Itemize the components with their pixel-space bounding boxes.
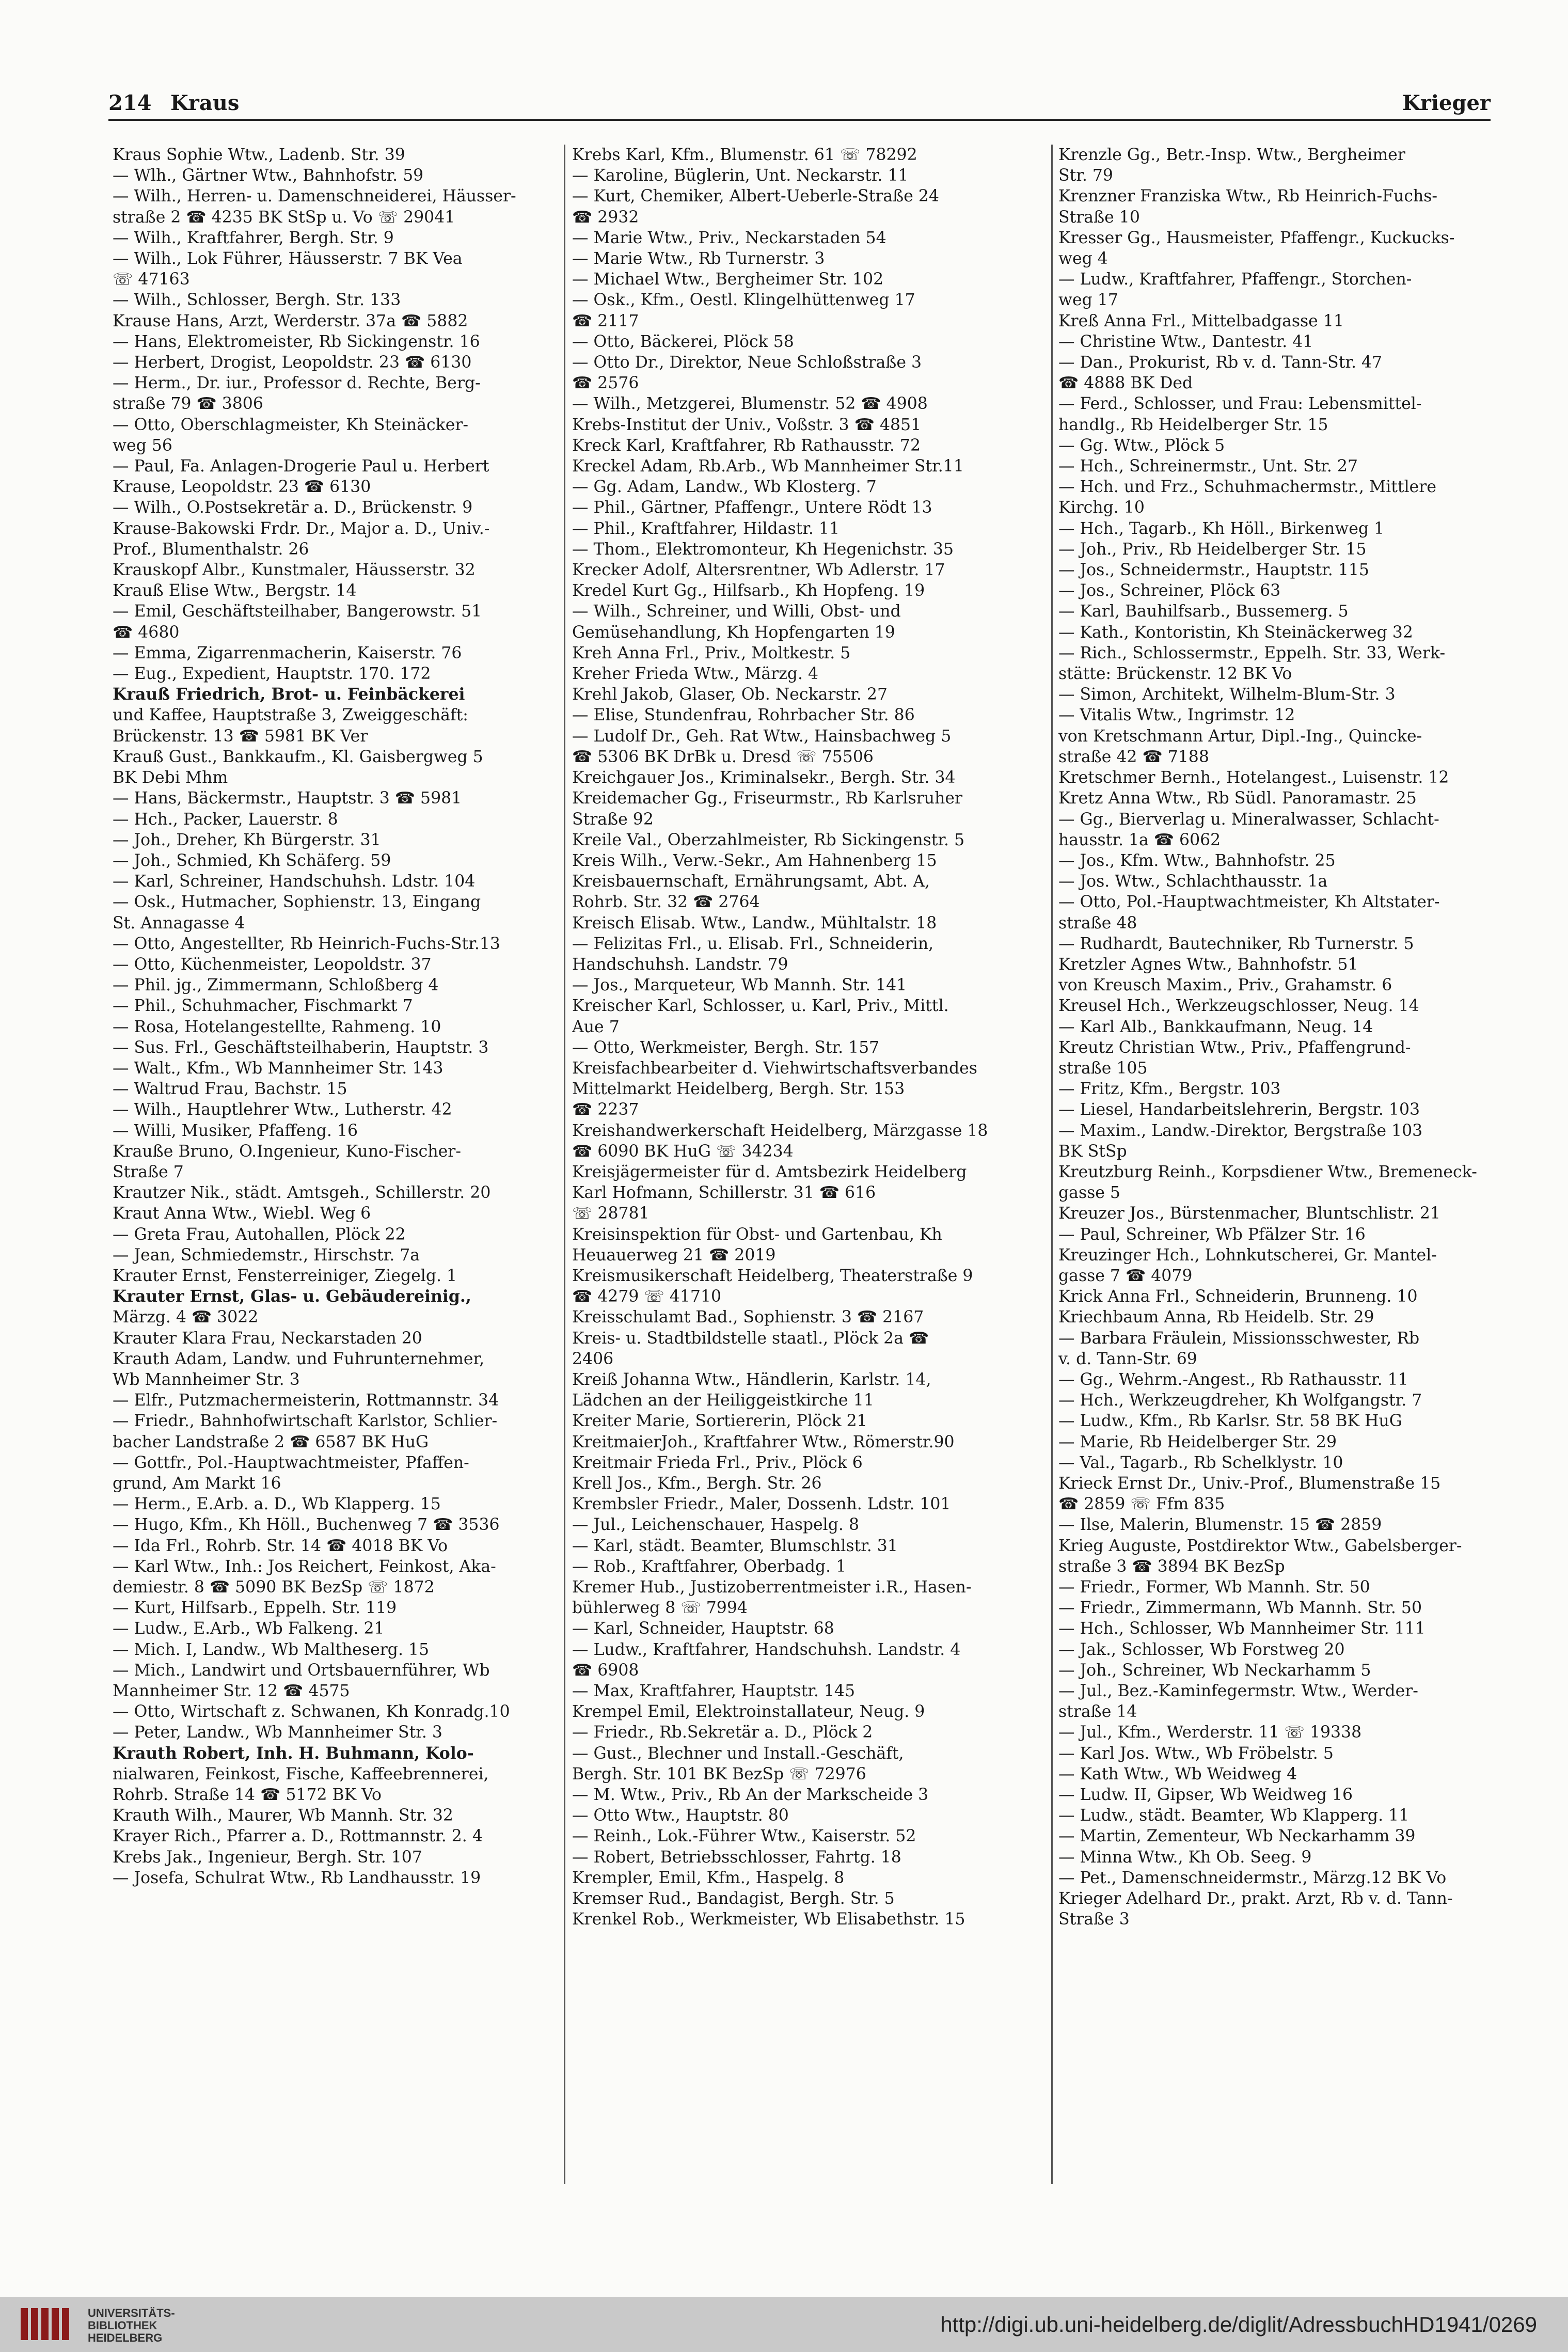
- directory-entry: — Otto Dr., Direktor, Neue Schloßstraße 3: [572, 353, 922, 372]
- directory-entry: St. Annagasse 4: [113, 913, 245, 933]
- directory-entry: — Gottfr., Pol.-Hauptwachtmeister, Pfaffen-: [113, 1453, 469, 1472]
- directory-entry: — Walt., Kfm., Wb Mannheimer Str. 143: [113, 1059, 444, 1078]
- directory-entry: Prof., Blumenthalstr. 26: [113, 540, 309, 559]
- directory-entry: Kremer Hub., Justizoberrentmeister i.R., Hasen-: [572, 1578, 972, 1597]
- directory-entry: — Greta Frau, Autohallen, Plöck 22: [113, 1225, 406, 1244]
- library-name: [88, 2307, 175, 2344]
- directory-entry: ☎ 4888 BK Ded: [1058, 374, 1193, 393]
- directory-entry: — Jos., Schreiner, Plöck 63: [1058, 581, 1281, 601]
- directory-entry: Kreichgauer Jos., Kriminalsekr., Bergh. Str. 34: [572, 768, 956, 787]
- directory-entry: — Martin, Zementeur, Wb Neckarhamm 39: [1058, 1827, 1416, 1846]
- directory-entry: — Kath Wtw., Wb Weidweg 4: [1058, 1764, 1297, 1783]
- directory-entry: — Jos., Marqueteur, Wb Mannh. Str. 141: [572, 976, 907, 995]
- directory-entry: Aue 7: [572, 1017, 620, 1036]
- directory-entry: — Pet., Damenschneidermstr., Märzg.12 BK Vo: [1058, 1868, 1447, 1887]
- directory-entry: — Wilh., Schreiner, und Willi, Obst- und: [572, 602, 901, 621]
- directory-entry: ☏ 47163: [113, 270, 190, 289]
- directory-entry: — Wlh., Gärtner Wtw., Bahnhofstr. 59: [113, 166, 424, 185]
- directory-entry: — Ferd., Schlosser, und Frau: Lebensmittel-: [1058, 394, 1422, 414]
- directory-entry: — Max, Kraftfahrer, Hauptstr. 145: [572, 1682, 856, 1701]
- directory-entry: Lädchen an der Heiliggeistkirche 11: [572, 1391, 874, 1410]
- directory-entry: — Jul., Bez.-Kaminfegermstr. Wtw., Werder-: [1058, 1682, 1418, 1701]
- directory-entry: — Phil., Schuhmacher, Fischmarkt 7: [113, 997, 413, 1016]
- directory-entry: — Jos., Schneidermstr., Hauptstr. 115: [1058, 561, 1369, 580]
- directory-entry: — Herm., Dr. iur., Professor d. Rechte, Berg-: [113, 374, 481, 393]
- directory-entry: — Herm., E.Arb. a. D., Wb Klapperg. 15: [113, 1495, 441, 1514]
- directory-entry: — Jul., Leichenschauer, Haspelg. 8: [572, 1516, 859, 1535]
- directory-entry: — Dan., Prokurist, Rb v. d. Tann-Str. 47: [1058, 353, 1383, 372]
- directory-entry: — Hch., Tagarb., Kh Höll., Birkenweg 1: [1058, 519, 1385, 538]
- directory-entry: — Val., Tagarb., Rb Schelklystr. 10: [1058, 1453, 1343, 1472]
- directory-entry: straße 3 ☎ 3894 BK BezSp: [1058, 1557, 1285, 1576]
- directory-entry: Straße 3: [1058, 1910, 1130, 1929]
- directory-entry: — Fritz, Kfm., Bergstr. 103: [1058, 1080, 1281, 1099]
- directory-entry: — Joh., Dreher, Kh Bürgerstr. 31: [113, 830, 381, 849]
- page-header: [108, 88, 1491, 121]
- directory-entry: — Ludw., Kfm., Rb Karlsr. Str. 58 BK HuG: [1058, 1412, 1402, 1431]
- header-right-keyword: Krieger: [1402, 91, 1491, 115]
- directory-entry: — Gust., Blechner und Install.-Geschäft,: [572, 1744, 904, 1763]
- directory-entry: — Gg. Wtw., Plöck 5: [1058, 436, 1225, 455]
- directory-entry: — Marie Wtw., Rb Turnerstr. 3: [572, 249, 825, 269]
- directory-entry: Krenkel Rob., Werkmeister, Wb Elisabethstr. 15: [572, 1910, 965, 1929]
- directory-entry: — Gg., Wehrm.-Angest., Rb Rathausstr. 11: [1058, 1370, 1408, 1389]
- directory-entry: BK StSp: [1058, 1142, 1127, 1161]
- directory-entry: Krauth Wilh., Maurer, Wb Mannh. Str. 32: [113, 1806, 453, 1825]
- directory-entry: — Herbert, Drogist, Leopoldstr. 23 ☎ 6130: [113, 353, 472, 372]
- directory-entry: Kretschmer Bernh., Hotelangest., Luisenstr. 12: [1058, 768, 1449, 787]
- directory-entry: — Otto, Angestellter, Rb Heinrich-Fuchs-Str.13: [113, 934, 500, 953]
- directory-entry: — Hugo, Kfm., Kh Höll., Buchenweg 7 ☎ 3536: [113, 1516, 500, 1535]
- directory-entry: Krauß Friedrich, Brot- u. Feinbäckerei: [113, 685, 465, 704]
- directory-entry: Kreisschulamt Bad., Sophienstr. 3 ☎ 2167: [572, 1308, 924, 1327]
- directory-entry: — Hans, Bäckermstr., Hauptstr. 3 ☎ 5981: [113, 789, 462, 808]
- directory-entry: — Rosa, Hotelangestellte, Rahmeng. 10: [113, 1017, 441, 1036]
- directory-entry: Kreishandwerkerschaft Heidelberg, Märzgasse 18: [572, 1121, 988, 1140]
- directory-entry: Karl Hofmann, Schillerstr. 31 ☎ 616: [572, 1183, 876, 1203]
- directory-entry: Kreck Karl, Kraftfahrer, Rb Rathausstr. 72: [572, 436, 921, 455]
- directory-entry: — Karl, Bauhilfsarb., Bussemerg. 5: [1058, 602, 1349, 621]
- library-name-line: UNIVERSITÄTS-: [88, 2307, 175, 2319]
- directory-entry: Gemüsehandlung, Kh Hopfengarten 19: [572, 623, 895, 642]
- directory-entry: — M. Wtw., Priv., Rb An der Markscheide 3: [572, 1786, 929, 1805]
- directory-entry: — Friedr., Bahnhofwirtschaft Karlstor, Schlier-: [113, 1412, 498, 1431]
- directory-entry: gasse 7 ☎ 4079: [1058, 1266, 1193, 1285]
- directory-entry: Krieck Ernst Dr., Univ.-Prof., Blumenstraße 15: [1058, 1474, 1441, 1493]
- library-name-line: BIBLIOTHEK: [88, 2319, 157, 2332]
- directory-entry: — Joh., Schreiner, Wb Neckarhamm 5: [1058, 1661, 1371, 1680]
- directory-entry: ☏ 28781: [572, 1204, 650, 1223]
- directory-entry: Kreischer Karl, Schlosser, u. Karl, Priv., Mittl.: [572, 997, 949, 1016]
- directory-entry: — Karl Alb., Bankkaufmann, Neug. 14: [1058, 1017, 1373, 1036]
- directory-entry: ☎ 2859 ☏ Ffm 835: [1058, 1495, 1225, 1514]
- directory-entry: — Thom., Elektromonteur, Kh Hegenichstr. 35: [572, 540, 954, 559]
- directory-entry: — Eug., Expedient, Hauptstr. 170. 172: [113, 665, 431, 684]
- directory-entry: — Rudhardt, Bautechniker, Rb Turnerstr. 5: [1058, 934, 1414, 953]
- directory-entry: — Jos. Wtw., Schlachthausstr. 1a: [1058, 872, 1328, 891]
- directory-entry: — Karoline, Büglerin, Unt. Neckarstr. 11: [572, 166, 909, 185]
- directory-entry: Krieg Auguste, Postdirektor Wtw., Gabelsberger-: [1058, 1536, 1462, 1555]
- library-name-line: HEIDELBERG: [88, 2331, 163, 2344]
- directory-entry: — Otto, Bäckerei, Plöck 58: [572, 332, 794, 351]
- directory-entry: — Wilh., Metzgerei, Blumenstr. 52 ☎ 4908: [572, 394, 928, 414]
- directory-entry: — Joh., Schmied, Kh Schäferg. 59: [113, 851, 391, 870]
- directory-entry: — Otto, Wirtschaft z. Schwanen, Kh Konradg.10: [113, 1702, 510, 1722]
- directory-entry: Kreis Wilh., Verw.-Sekr., Am Hahnenberg 15: [572, 851, 937, 870]
- directory-entry: ☎ 4680: [113, 623, 180, 642]
- directory-entry: nialwaren, Feinkost, Fische, Kaffeebrennerei,: [113, 1764, 489, 1783]
- directory-entry: — Mich. I, Landw., Wb Maltheserg. 15: [113, 1640, 430, 1659]
- directory-entry: v. d. Tann-Str. 69: [1058, 1349, 1197, 1368]
- directory-entry: — Marie, Rb Heidelberger Str. 29: [1058, 1432, 1337, 1451]
- directory-entry: straße 79 ☎ 3806: [113, 394, 263, 414]
- directory-entry: — Otto, Pol.-Hauptwachtmeister, Kh Altstater-: [1058, 893, 1440, 912]
- directory-entry: — Osk., Kfm., Oestl. Klingelhüttenweg 17: [572, 291, 915, 310]
- directory-entry: — Joh., Priv., Rb Heidelberger Str. 15: [1058, 540, 1367, 559]
- university-logo-icon: [15, 2303, 72, 2345]
- directory-entry: Krick Anna Frl., Schneiderin, Brunneng. 10: [1058, 1287, 1418, 1306]
- directory-entry: — Gg., Bierverlag u. Mineralwasser, Schlacht-: [1058, 810, 1439, 829]
- directory-entry: Krebs-Institut der Univ., Voßstr. 3 ☎ 4851: [572, 415, 922, 434]
- column-3: [1058, 145, 1508, 2184]
- directory-entry: Brückenstr. 13 ☎ 5981 BK Ver: [113, 727, 368, 746]
- directory-entry: ☎ 5306 BK DrBk u. Dresd ☏ 75506: [572, 747, 874, 766]
- directory-entry: — Emma, Zigarrenmacherin, Kaiserstr. 76: [113, 643, 462, 662]
- directory-entry: Kreiß Johanna Wtw., Händlerin, Karlstr. 14,: [572, 1370, 931, 1389]
- directory-entry: — Christine Wtw., Dantestr. 41: [1058, 332, 1313, 351]
- column-1: [113, 145, 557, 2184]
- directory-entry: — Karl Wtw., Inh.: Jos Reichert, Feinkost, Aka-: [113, 1557, 496, 1576]
- directory-entry: hausstr. 1a ☎ 6062: [1058, 830, 1221, 849]
- directory-entry: — Rob., Kraftfahrer, Oberbadg. 1: [572, 1557, 847, 1576]
- directory-entry: — Ludw., E.Arb., Wb Falkeng. 21: [113, 1619, 385, 1638]
- directory-entry: — Friedr., Zimmermann, Wb Mannh. Str. 50: [1058, 1599, 1422, 1618]
- directory-entry: — Felizitas Frl., u. Elisab. Frl., Schneiderin,: [572, 934, 934, 953]
- directory-entry: Krell Jos., Kfm., Bergh. Str. 26: [572, 1474, 822, 1493]
- directory-entry: ☎ 4279 ☏ 41710: [572, 1287, 722, 1306]
- directory-entry: Kreutzburg Reinh., Korpsdiener Wtw., Bremeneck-: [1058, 1162, 1477, 1181]
- directory-entry: Kremser Rud., Bandagist, Bergh. Str. 5: [572, 1889, 895, 1908]
- directory-entry: — Gg. Adam, Landw., Wb Klosterg. 7: [572, 478, 877, 497]
- directory-entry: Kraut Anna Wtw., Wiebl. Weg 6: [113, 1204, 371, 1223]
- directory-entry: demiestr. 8 ☎ 5090 BK BezSp ☏ 1872: [113, 1578, 435, 1597]
- directory-entry: Kreher Frieda Wtw., Märzg. 4: [572, 665, 819, 684]
- directory-entry: Straße 7: [113, 1162, 184, 1181]
- directory-entry: Krayer Rich., Pfarrer a. D., Rottmannstr. 2. 4: [113, 1827, 483, 1846]
- directory-entry: Krause Hans, Arzt, Werderstr. 37a ☎ 5882: [113, 311, 468, 330]
- directory-entry: — Karl Jos. Wtw., Wb Fröbelstr. 5: [1058, 1744, 1334, 1763]
- page-number: 214: [108, 91, 152, 115]
- directory-entry: Kreis- u. Stadtbildstelle staatl., Plöck 2a ☎: [572, 1329, 929, 1348]
- directory-entry: — Liesel, Handarbeitslehrerin, Bergstr. 103: [1058, 1100, 1420, 1119]
- directory-entry: — Friedr., Former, Wb Mannh. Str. 50: [1058, 1578, 1370, 1597]
- directory-entry: Kriechbaum Anna, Rb Heidelb. Str. 29: [1058, 1308, 1374, 1327]
- directory-entry: Kreisjägermeister für d. Amtsbezirk Heidelberg: [572, 1162, 967, 1181]
- directory-entry: — Ida Frl., Rohrb. Str. 14 ☎ 4018 BK Vo: [113, 1536, 448, 1555]
- directory-entry: grund, Am Markt 16: [113, 1474, 281, 1493]
- directory-entry: handlg., Rb Heidelberger Str. 15: [1058, 415, 1328, 434]
- directory-entry: Krauß Gust., Bankkaufm., Kl. Gaisbergweg 5: [113, 747, 483, 766]
- directory-entry: Rohrb. Str. 32 ☎ 2764: [572, 893, 760, 912]
- directory-entry: — Josefa, Schulrat Wtw., Rb Landhausstr. 19: [113, 1868, 481, 1887]
- directory-entry: ☎ 2117: [572, 311, 639, 330]
- directory-entry: — Minna Wtw., Kh Ob. Seeg. 9: [1058, 1848, 1312, 1867]
- directory-entry: Kreitmair Frieda Frl., Priv., Plöck 6: [572, 1453, 863, 1472]
- directory-entry: — Phil., Kraftfahrer, Hildastr. 11: [572, 519, 840, 538]
- directory-entry: 2406: [572, 1349, 614, 1368]
- directory-entry: — Waltrud Frau, Bachstr. 15: [113, 1080, 347, 1099]
- directory-entry: — Ludolf Dr., Geh. Rat Wtw., Hainsbachweg 5: [572, 727, 952, 746]
- directory-entry: — Emil, Geschäftsteilhaber, Bangerowstr. 51: [113, 602, 482, 621]
- directory-entry: — Hch., Werkzeugdreher, Kh Wolfgangstr. 7: [1058, 1391, 1422, 1410]
- directory-entry: — Willi, Musiker, Pfaffeng. 16: [113, 1121, 358, 1140]
- directory-entry: — Jos., Kfm. Wtw., Bahnhofstr. 25: [1058, 851, 1336, 870]
- directory-entry: Kraus Sophie Wtw., Ladenb. Str. 39: [113, 146, 405, 164]
- directory-entry: — Karl, städt. Beamter, Blumschlstr. 31: [572, 1536, 898, 1555]
- directory-entry: Kreisinspektion für Obst- und Gartenbau, Kh: [572, 1225, 942, 1244]
- directory-entry: — Osk., Hutmacher, Sophienstr. 13, Eingang: [113, 893, 481, 912]
- directory-entry: Kreidemacher Gg., Friseurmstr., Rb Karlsruher: [572, 789, 963, 808]
- directory-entry: — Hch., Schlosser, Wb Mannheimer Str. 111: [1058, 1619, 1426, 1638]
- directory-entry: — Simon, Architekt, Wilhelm-Blum-Str. 3: [1058, 685, 1396, 704]
- directory-entry: Krebs Karl, Kfm., Blumenstr. 61 ☏ 78292: [572, 146, 917, 164]
- directory-entry: Kreutz Christian Wtw., Priv., Pfaffengrund-: [1058, 1038, 1411, 1057]
- directory-entry: ☎ 2932: [572, 208, 639, 227]
- directory-entry: straße 42 ☎ 7188: [1058, 747, 1209, 766]
- directory-entry: — Barbara Fräulein, Missionsschwester, Rb: [1058, 1329, 1420, 1348]
- directory-entry: — Friedr., Rb.Sekretär a. D., Plöck 2: [572, 1723, 873, 1742]
- directory-entry: — Wilh., Lok Führer, Häusserstr. 7 BK Vea: [113, 249, 463, 269]
- directory-entry: Krempler, Emil, Kfm., Haspelg. 8: [572, 1868, 845, 1887]
- directory-entry: — Elfr., Putzmachermeisterin, Rottmannstr. 34: [113, 1391, 499, 1410]
- directory-entry: Kreh Anna Frl., Priv., Moltkestr. 5: [572, 643, 851, 662]
- directory-entry: bacher Landstraße 2 ☎ 6587 BK HuG: [113, 1432, 429, 1451]
- column-divider: [1051, 145, 1053, 2184]
- directory-entry: Krauß Elise Wtw., Bergstr. 14: [113, 581, 357, 601]
- directory-entry: Straße 10: [1058, 208, 1140, 227]
- directory-entry: Krauter Ernst, Fensterreiniger, Ziegelg. 1: [113, 1266, 457, 1285]
- directory-entry: Krauth Robert, Inh. H. Buhmann, Kolo-: [113, 1743, 474, 1763]
- directory-entry: — Kath., Kontoristin, Kh Steinäckerweg 32: [1058, 623, 1413, 642]
- directory-entry: Kreiter Marie, Sortiererin, Plöck 21: [572, 1412, 867, 1431]
- directory-entry: Krauße Bruno, O.Ingenieur, Kuno-Fischer-: [113, 1142, 461, 1161]
- directory-entry: Kreuzinger Hch., Lohnkutscherei, Gr. Mantel-: [1058, 1245, 1437, 1265]
- directory-entry: — Otto, Küchenmeister, Leopoldstr. 37: [113, 955, 432, 974]
- directory-entry: Str. 79: [1058, 166, 1113, 185]
- directory-entry: Heuauerweg 21 ☎ 2019: [572, 1245, 776, 1265]
- directory-entry: — Wilh., Kraftfahrer, Bergh. Str. 9: [113, 228, 394, 247]
- directory-entry: — Michael Wtw., Bergheimer Str. 102: [572, 270, 884, 289]
- directory-entry: — Ludw. II, Gipser, Wb Weidweg 16: [1058, 1786, 1353, 1805]
- directory-entry: Krauth Adam, Landw. und Fuhrunternehmer,: [113, 1349, 485, 1368]
- directory-entry: Krenzner Franziska Wtw., Rb Heinrich-Fuchs-: [1058, 187, 1438, 206]
- directory-entry: — Kurt, Chemiker, Albert-Ueberle-Straße 24: [572, 187, 939, 206]
- directory-entry: — Ilse, Malerin, Blumenstr. 15 ☎ 2859: [1058, 1516, 1382, 1535]
- column-2: [572, 145, 1047, 2184]
- directory-entry: — Jul., Kfm., Werderstr. 11 ☏ 19338: [1058, 1723, 1362, 1742]
- directory-entry: weg 56: [113, 436, 172, 455]
- directory-entry: Bergh. Str. 101 BK BezSp ☏ 72976: [572, 1764, 866, 1783]
- directory-entry: weg 4: [1058, 249, 1108, 269]
- directory-entry: — Wilh., O.Postsekretär a. D., Brückenstr. 9: [113, 498, 473, 517]
- directory-entry: — Karl, Schneider, Hauptstr. 68: [572, 1619, 834, 1638]
- directory-entry: und Kaffee, Hauptstraße 3, Zweiggeschäft:: [113, 706, 468, 725]
- directory-entry: Kreß Anna Frl., Mittelbadgasse 11: [1058, 311, 1344, 330]
- directory-entry: Krauter Klara Frau, Neckarstaden 20: [113, 1329, 422, 1348]
- directory-entry: KreitmaierJoh., Kraftfahrer Wtw., Römerstr.90: [572, 1432, 955, 1451]
- directory-entry: Krehl Jakob, Glaser, Ob. Neckarstr. 27: [572, 685, 888, 704]
- directory-entry: Krebs Jak., Ingenieur, Bergh. Str. 107: [113, 1848, 422, 1867]
- directory-entry: Kirchg. 10: [1058, 498, 1145, 517]
- directory-entry: straße 2 ☎ 4235 BK StSp u. Vo ☏ 29041: [113, 208, 455, 227]
- directory-entry: Märzg. 4 ☎ 3022: [113, 1308, 259, 1327]
- directory-entry: — Phil., Gärtner, Pfaffengr., Untere Rödt 13: [572, 498, 932, 517]
- directory-entry: Krause-Bakowski Frdr. Dr., Major a. D., Univ.-: [113, 519, 490, 538]
- directory-entry: — Jean, Schmiedemstr., Hirschstr. 7a: [113, 1245, 420, 1265]
- directory-entry: straße 48: [1058, 913, 1137, 933]
- directory-entry: — Paul, Fa. Anlagen-Drogerie Paul u. Herbert: [113, 457, 489, 476]
- directory-entry: — Sus. Frl., Geschäftsteilhaberin, Hauptstr. 3: [113, 1038, 489, 1057]
- directory-entry: gasse 5: [1058, 1183, 1120, 1203]
- directory-entry: — Otto Wtw., Hauptstr. 80: [572, 1806, 789, 1825]
- viewer-footer: [0, 2297, 1568, 2352]
- directory-entry: — Kurt, Hilfsarb., Eppelh. Str. 119: [113, 1599, 397, 1618]
- directory-entry: BK Debi Mhm: [113, 768, 228, 787]
- directory-entry: — Elise, Stundenfrau, Rohrbacher Str. 86: [572, 706, 915, 725]
- directory-entry: — Otto, Werkmeister, Bergh. Str. 157: [572, 1038, 880, 1057]
- directory-entry: Kreckel Adam, Rb.Arb., Wb Mannheimer Str.11: [572, 457, 964, 476]
- directory-entry: — Ludw., Kraftfahrer, Handschuhsh. Landstr. 4: [572, 1640, 961, 1659]
- directory-entry: ☎ 6090 BK HuG ☏ 34234: [572, 1142, 794, 1161]
- directory-entry: weg 17: [1058, 291, 1118, 310]
- directory-entry: Kresser Gg., Hausmeister, Pfaffengr., Kuckucks-: [1058, 228, 1455, 247]
- directory-entry: — Wilh., Schlosser, Bergh. Str. 133: [113, 291, 401, 310]
- directory-entry: Kreile Val., Oberzahlmeister, Rb Sickingenstr. 5: [572, 830, 965, 849]
- directory-entry: Rohrb. Straße 14 ☎ 5172 BK Vo: [113, 1786, 382, 1805]
- directory-entry: — Reinh., Lok.-Führer Wtw., Kaiserstr. 52: [572, 1827, 916, 1846]
- directory-entry: — Robert, Betriebsschlosser, Fahrtg. 18: [572, 1848, 901, 1867]
- directory-entry: — Wilh., Herren- u. Damenschneiderei, Häusser-: [113, 187, 516, 206]
- directory-entry: Krenzle Gg., Betr.-Insp. Wtw., Bergheimer: [1058, 146, 1405, 164]
- directory-entry: Kreisbauernschaft, Ernährungsamt, Abt. A,: [572, 872, 930, 891]
- directory-entry: — Otto, Oberschlagmeister, Kh Steinäcker-: [113, 415, 469, 434]
- directory-entry: Kreusel Hch., Werkzeugschlosser, Neug. 14: [1058, 997, 1419, 1016]
- directory-entry: straße 105: [1058, 1059, 1148, 1078]
- directory-entry: Kreismusikerschaft Heidelberg, Theaterstraße 9: [572, 1266, 973, 1285]
- directory-entry: — Vitalis Wtw., Ingrimstr. 12: [1058, 706, 1295, 725]
- directory-entry: Krauter Ernst, Glas- u. Gebäudereinig.,: [113, 1287, 471, 1306]
- directory-entry: — Marie Wtw., Priv., Neckarstaden 54: [572, 228, 886, 247]
- directory-entry: Krause, Leopoldstr. 23 ☎ 6130: [113, 478, 371, 497]
- directory-entry: Wb Mannheimer Str. 3: [113, 1370, 300, 1389]
- directory-entry: — Karl, Schreiner, Handschuhsh. Ldstr. 104: [113, 872, 476, 891]
- directory-entry: Kreisch Elisab. Wtw., Landw., Mühltalstr. 18: [572, 913, 937, 933]
- directory-entry: Krempel Emil, Elektroinstallateur, Neug. 9: [572, 1702, 925, 1722]
- directory-entry: — Wilh., Hauptlehrer Wtw., Lutherstr. 42: [113, 1100, 452, 1119]
- directory-entry: ☎ 2576: [572, 374, 639, 393]
- column-divider: [564, 145, 565, 2184]
- directory-entry: — Ludw., Kraftfahrer, Pfaffengr., Storchen-: [1058, 270, 1412, 289]
- directory-entry: — Maxim., Landw.-Direktor, Bergstraße 103: [1058, 1121, 1423, 1140]
- directory-entry: — Hch. und Frz., Schuhmachermstr., Mittlere: [1058, 478, 1436, 497]
- header-left-keyword: Kraus: [170, 91, 240, 115]
- directory-entry: — Paul, Schreiner, Wb Pfälzer Str. 16: [1058, 1225, 1366, 1244]
- directory-entry: ☎ 6908: [572, 1661, 639, 1680]
- directory-entry: Kredel Kurt Gg., Hilfsarb., Kh Hopfeng. 19: [572, 581, 925, 601]
- directory-entry: Handschuhsh. Landstr. 79: [572, 955, 788, 974]
- directory-entry: ☎ 2237: [572, 1100, 639, 1119]
- directory-entry: — Peter, Landw., Wb Mannheimer Str. 3: [113, 1723, 442, 1742]
- directory-entry: Mannheimer Str. 12 ☎ 4575: [113, 1682, 350, 1701]
- directory-entry: Krieger Adelhard Dr., prakt. Arzt, Rb v. d. Tann-: [1058, 1889, 1453, 1908]
- permalink-url[interactable]: http://digi.ub.uni-heidelberg.de/diglit/AdressbuchHD1941/0269: [940, 2312, 1537, 2337]
- directory-entry: Krautzer Nik., städt. Amtsgeh., Schillerstr. 20: [113, 1183, 491, 1203]
- directory-entry: Mittelmarkt Heidelberg, Bergh. Str. 153: [572, 1080, 905, 1099]
- directory-entry: — Hch., Packer, Lauerstr. 8: [113, 810, 338, 829]
- directory-entry: Krembsler Friedr., Maler, Dossenh. Ldstr. 101: [572, 1495, 951, 1514]
- directory-entry: Kretzler Agnes Wtw., Bahnhofstr. 51: [1058, 955, 1358, 974]
- directory-entry: Kretz Anna Wtw., Rb Südl. Panoramastr. 25: [1058, 789, 1417, 808]
- directory-entry: straße 14: [1058, 1702, 1137, 1722]
- directory-entry: — Rich., Schlossermstr., Eppelh. Str. 33, Werk-: [1058, 643, 1446, 662]
- directory-entry: — Mich., Landwirt und Ortsbauernführer, Wb: [113, 1661, 490, 1680]
- directory-entry: Krauskopf Albr., Kunstmaler, Häusserstr. 32: [113, 561, 476, 580]
- directory-entry: Krecker Adolf, Altersrentner, Wb Adlerstr. 17: [572, 561, 945, 580]
- directory-entry: — Hch., Schreinermstr., Unt. Str. 27: [1058, 457, 1358, 476]
- directory-entry: — Jak., Schlosser, Wb Forstweg 20: [1058, 1640, 1345, 1659]
- directory-entry: — Phil. jg., Zimmermann, Schloßberg 4: [113, 976, 439, 995]
- directory-entry: von Kreusch Maxim., Priv., Grahamstr. 6: [1058, 976, 1392, 995]
- directory-entry: Kreuzer Jos., Bürstenmacher, Bluntschlistr. 21: [1058, 1204, 1440, 1223]
- directory-entry: Kreisfachbearbeiter d. Viehwirtschaftsverbandes: [572, 1059, 977, 1078]
- directory-entry: stätte: Brückenstr. 12 BK Vo: [1058, 665, 1292, 684]
- directory-entry: Straße 92: [572, 810, 654, 829]
- directory-entry: — Ludw., städt. Beamter, Wb Klapperg. 11: [1058, 1806, 1409, 1825]
- directory-entry: bühlerweg 8 ☏ 7994: [572, 1599, 748, 1618]
- directory-entry: von Kretschmann Artur, Dipl.-Ing., Quincke-: [1058, 727, 1422, 746]
- directory-entry: — Hans, Elektromeister, Rb Sickingenstr. 16: [113, 332, 480, 351]
